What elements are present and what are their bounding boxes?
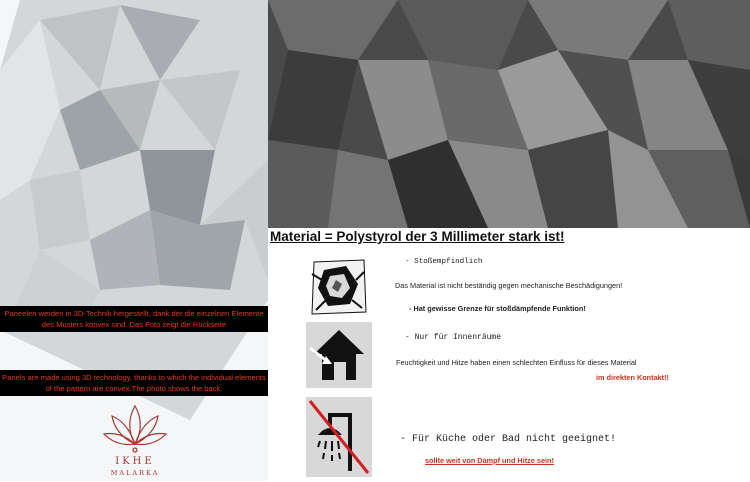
brand-subtitle: MALARKA bbox=[110, 469, 160, 477]
section-bath-title: - Für Küche oder Bad nicht geeignet! bbox=[400, 434, 617, 445]
brand-logo bbox=[100, 398, 170, 481]
german-description-banner: Paneelen werden in 3D-Technik hergestellt, dank der die einzelnen Elemente des Musters konvex sind. Das Foto zeigt die Rückseite bbox=[0, 306, 268, 332]
section-bath-warning: sollte weit von Dampf und Hitze sein! bbox=[425, 456, 554, 465]
brand-name: IKHE bbox=[115, 456, 155, 467]
section-impact-title: - Stoßempfindlich bbox=[405, 258, 483, 266]
indoor-house-icon bbox=[306, 322, 372, 388]
no-shower-icon bbox=[306, 397, 372, 477]
section-indoor-text: Feuchtigkeit und Hitze haben einen schlechten Einfluss für dieses Material bbox=[396, 358, 637, 367]
dark-panel-photo bbox=[268, 0, 750, 228]
english-description-banner: Panels are made using 3D technology, thanks to which the individual elements of the pattern are convex.The photo shows the back. bbox=[0, 370, 268, 396]
section-impact-text: Das Material ist nicht beständig gegen mechanische Beschädigungen! bbox=[395, 281, 623, 290]
material-headline: Material = Polystyrol der 3 Millimeter stark ist! bbox=[270, 229, 565, 244]
impact-icon bbox=[306, 254, 372, 320]
section-indoor-warning: im direkten Kontakt!! bbox=[596, 373, 669, 382]
section-impact-note: - Hat gewisse Grenze für stoßdämpfende Funktion! bbox=[409, 304, 586, 313]
section-indoor-title: - Nur für Innenräume bbox=[405, 333, 502, 342]
lotus-icon bbox=[100, 398, 170, 456]
